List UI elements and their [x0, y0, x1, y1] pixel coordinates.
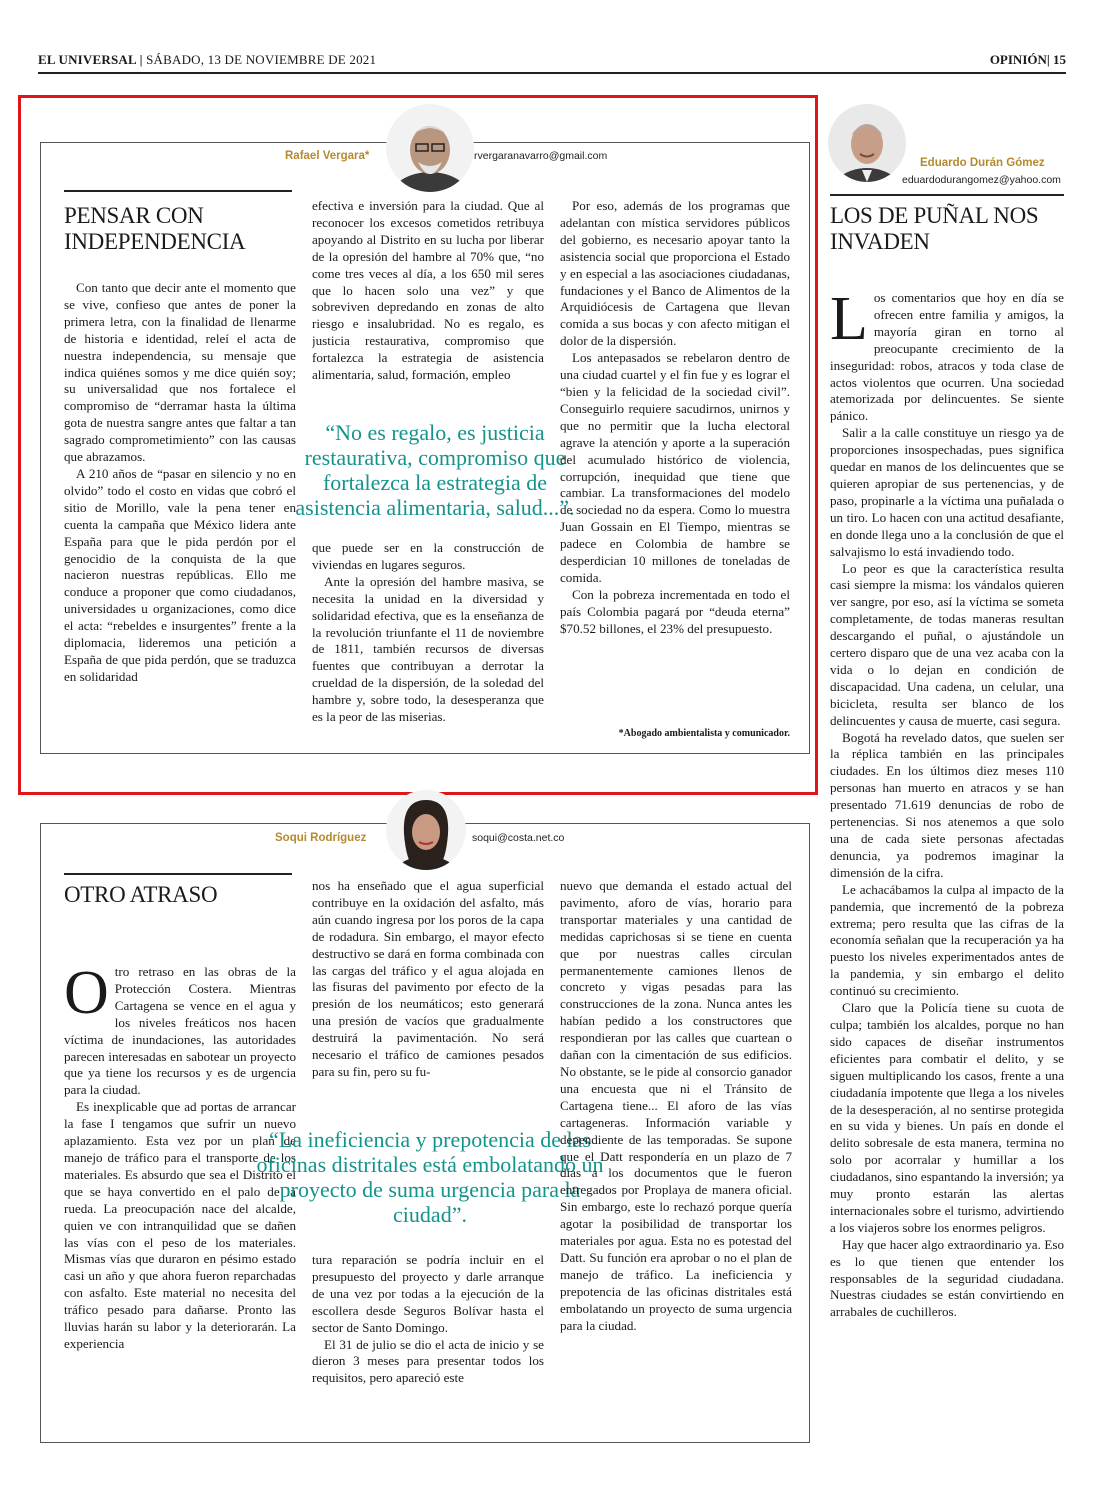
paragraph: Le achacábamos la culpa al impacto de la pandemia, que incrementó de la pobreza extrema; pero resulta que las cifras de la economía señalan que la recuperación ya ha puesto los niveles experimentados antes de la pandemia, y sin embargo el delito continuó su crecimiento. — [830, 881, 1064, 999]
paragraph: Claro que la Policía tiene su cuota de culpa; también los alcaldes, porque no han sido capaces de diseñar instrumentos eficientes para combatir el delito, y se siguen multiplicando los casos, frente a una ciudadanía impotente que llega a los niveles de la desesperación, al no sentirse protegida en su vida y bienes. Un país en donde el delito sobresale de esta manera, termina no solo por acorralar y humillar a los ciudadanos, sino espantando la inversión; ya muy pronto estarán las alertas internacionales sobre el turismo, advirtiendo a los viajeros sobre los enormes peligros. — [830, 1000, 1064, 1235]
paragraph: Con tanto que decir ante el momento que se vive, confieso que antes de poner la primera letra, con la finalidad de llenarme de historia e identidad, releí el acta de nuestra independencia, su mensaje que indica quiénes somos y me dice quién soy; su universalidad que nos fortalece el compromiso de “derramar hasta la última gota de nuestra sangre antes que faltar a tan sagrado comprometimiento” con las causas que abrazamos. — [64, 280, 296, 465]
article-column-3 — [560, 878, 792, 1418]
drop-cap: L — [830, 290, 868, 353]
author-name: Soqui Rodríguez — [275, 832, 367, 844]
paragraph: Es inexplicable que ad portas de arrancar la fase I tengamos que sufrir un nuevo aplazamiento. Esta vez por un plan de manejo de tráfico para el transporte de los materiales. Es absurdo que sea el Distrito el que se haya convertido en el palo de la rueda. La preocupación nace del alcalde, quien ve con intranquilidad que se dañen las vías con el peso de los materiales. Mismas vías que duraron en pésimo estado casi un año y que ahora fueron reparchadas con asfalto. Este material no necesita del tráfico pesado para dañarse. Pronto las lluvias harán su labor y la deteriorarán. La experiencia — [64, 1099, 296, 1351]
paragraph: Hay que hacer algo extraordinario ya. Eso es lo que tienen que entender los responsables de la seguridad ciudadana. Nuestras ciudades se están convirtiendo en arrabales de cuchilleros. — [830, 1236, 1064, 1320]
page-number: 15 — [1053, 52, 1066, 67]
paragraph: nos ha enseñado que el agua superficial contribuye en la oxidación del asfalto, más aún cuando ingresa por los poros de la capa de rodadura. Sin embargo, el mayor efecto destructivo se dará en forma combinada con las cargas del tráfico y el agua alojada en las fisuras del pavimento por efecto de la presión de los neumáticos; esto generará una presión de vacíos que gradualmente destruirá la pavimentación. No será necesario el tráfico de camiones pesados para su fin, pero su fu- — [312, 878, 544, 1079]
article-title: PENSAR CON INDEPENDENCIA — [64, 203, 246, 254]
masthead: EL UNIVERSAL | SÁBADO, 13 DE NOVIEMBRE DE 2021 — [38, 52, 377, 67]
pull-quote: “La ineficiencia y prepotencia de las oficinas distritales está embolatando un proyecto de suma urgencia para la ciudad”. — [256, 1127, 604, 1227]
issue-date: SÁBADO, 13 DE NOVIEMBRE DE 2021 — [146, 52, 377, 67]
author-photo — [386, 790, 466, 870]
pull-quote: “No es regalo, es justicia restaurativa, compromiso que fortalezca la estrategia de asistencia alimentaria, salud...”. — [295, 420, 575, 520]
paragraph: efectiva e inversión para la ciudad. Que al reconocer los excesos cometidos retribuya apoyando al Distrito en su lucha por liberar de la opresión del hambre al 70% que, “no come tres veces al día, a los 650 mil seres que lo hacen solo una vez” y que sobreviven depredando en zonas de alto riesgo e insalubridad. No es regalo, es justicia restaurativa, compromiso que fortalezca la estrategia de asistencia alimentaria, salud, formación, empleo — [312, 198, 544, 383]
article-title: LOS DE PUÑAL NOS INVADEN — [830, 203, 1039, 254]
article-column-2b — [312, 1252, 544, 1412]
paragraph: tro retraso en las obras de la Protección Costera. Mientras Cartagena se vence en el agua y los niveles freáticos nos hacen víctima de inundaciones, las autoridades parecen interesadas en sabotear un proyecto que ya tiene los recursos y es de urgencia para la ciudad. — [64, 964, 296, 1098]
drop-cap: O — [64, 964, 109, 1027]
paragraph: Por eso, además de los programas que adelantan con mística servidores públicos del gobierno, es necesario apoyar tanto la asistencia social que proporciona el Estado y en especial a las asociaciones ciudadanas, fundaciones y el Banco de Alimentos de la Arquidiócesis de Cartagena que llevan comida a sus bocas y con afecto mitigan el dolor de la dispersión. — [560, 198, 790, 349]
paragraph: Salir a la calle constituye un riesgo ya de proporciones insospechadas, pues significa quedar en manos de los delincuentes que se quieren apropiar de sus pertenencias, y de paso, propinarle a la víctima una puñalada o un tiro. Lo hacen con una actitud desafiante, en donde llega uno a la conclusión de que el salvajismo lo está invadiendo todo. — [830, 425, 1064, 559]
author-email: eduardodurangomez@yahoo.com — [902, 174, 1061, 186]
paper-name: EL UNIVERSAL — [38, 52, 137, 67]
author-footnote: *Abogado ambientalista y comunicador. — [618, 728, 790, 739]
paragraph: Con la pobreza incrementada en todo el país Colombia pagará por “deuda eterna” $70.52 billones, el 23% del presupuesto. — [560, 586, 790, 636]
section-name: OPINIÓN — [989, 52, 1047, 67]
title-rule — [830, 194, 1064, 196]
author-name: Rafael Vergara* — [285, 150, 370, 162]
paragraph: Lo peor es que la característica resulta casi siempre la misma: los vándalos quieren ver sangre, por eso, así la víctima se someta completamente, de todas maneras resultan descargando el puñal, o ajustándole un certero disparo que de una vez acaba con la vida o lo dejan en condición de discapacidad. Una cadena, un celular, una bicicleta, resulta ser blanco de los delincuentes y causa de muerte, casi segura. — [830, 560, 1064, 728]
article-column — [830, 290, 1064, 1440]
section-label: OPINIÓN| 15 — [989, 52, 1066, 67]
article-title: OTRO ATRASO — [64, 882, 218, 907]
paragraph: os comentarios que hoy en día se ofrecen entre familia y amigos, la mayoría giran en torno al preocupante crecimiento de la inseguridad: robos, atracos y toda clase de actos violentos que ocurren. Una sociedad atemorizada por delincuentes. Se siente pánico. — [830, 290, 1064, 424]
paragraph: El 31 de julio se dio el acta de inicio y se dieron 3 meses para presentar todos los requisitos, pero apareció este — [312, 1336, 544, 1386]
author-email: soqui@costa.net.co — [472, 832, 565, 844]
paragraph: nuevo que demanda el estado actual del pavimento, aforo de vías, horario para transportar materiales y una cantidad de medidas caprichosas si se tiene en cuenta que por nuestras calles circulan permanentemente camiones llenos de concreto y vigas pesadas para las construcciones de la zona. Nunca antes les habían pedido a los constructores que respondieran por las calles que cuartean o dañan con la cimentación de sus edificios. No obstante, se le pide al consorcio ganador una encuesta que ni el Tránsito de Cartagena tiene... El aforo de las vías cartageneras. Información variable y dependiente de las temporadas. Se supone que el Datt respondería en un plazo de 7 días a los documentos que le fueron entregados por Proplaya de manera oficial. Sin embargo, este lo rechazó porque quería agotar la posibilidad de transportar los materiales por agua. Esta no es potestad del Datt. Su función era aprobar o no el plan de manejo de tráfico. La ineficiencia y prepotencia de las oficinas distritales está embolatando un proyecto de suma urgencia para la ciudad. — [560, 878, 792, 1333]
paragraph: Ante la opresión del hambre masiva, se necesita la unidad en la diversidad y solidaridad efectiva, que es la enseñanza de la revolución triunfante el 11 de noviembre de 1811, también recursos de diversas fuentes que contribuyan a derrotar la crueldad de la dispersión, de la soledad del hambre y, sobre todo, la desesperanza que es la peor de las miserias. — [312, 573, 544, 725]
paragraph: que puede ser en la construcción de viviendas en lugares seguros. — [312, 540, 544, 572]
paragraph: Los antepasados se rebelaron dentro de una ciudad cuartel y el fin fue y es lograr el “bien y la felicidad de la sociedad civil”. Conseguirlo requiere sacudirnos, unirnos y que no permitir que la lucha electoral agrave la atención y aporte a la superación del acumulado histórico de violencia, corrupción, inequidad que tiene que cambiar. La transformaciones del modelo de sociedad no da espera. Como lo muestra Juan Gossain en El Tiempo, mientras se padece en Colombia de hambre se desperdician 10 millones de toneladas de comida. — [560, 350, 790, 585]
highlight-box — [18, 95, 818, 795]
paragraph: Bogotá ha revelado datos, que suelen ser la réplica también en las principales ciudades. En los últimos diez meses 110 personas han muerto en atracos y se han presentado 71.619 denuncias de robo de pertenencias. Si nos atenemos a que solo una de cada siete personas afectadas denuncia, ya podremos imaginar la dimensión de la cifra. — [830, 729, 1064, 880]
author-photo — [828, 104, 906, 182]
header-rule — [38, 72, 1066, 74]
paragraph: tura reparación se podría incluir en el presupuesto del proyecto y darle arranque de una vez por todas a la ejecución de la escollera desde Seguros Bolívar hasta el sector de Santo Domingo. — [312, 1252, 544, 1335]
paragraph: A 210 años de “pasar en silencio y no en olvido” todo el costo en vidas que cobró el sitio de Morillo, vale la pena tener en cuenta la campaña que México lidera ante España para que le pida perdón por el genocidio de la conquista de la que nacieron nuestras repúblicas. Ello me conduce a proponer que como ciudadanos, universidades u organizaciones, como dice el acta: “rebeldes e insurgentes” frente a la diplomacia, lideremos una petición a España de que pida perdón, que se traduzca en solidaridad — [64, 465, 296, 684]
article-column-2a — [312, 878, 544, 1100]
author-email: rvergaranavarro@gmail.com — [474, 150, 608, 162]
title-rule — [64, 873, 292, 875]
author-name: Eduardo Durán Gómez — [920, 157, 1045, 169]
